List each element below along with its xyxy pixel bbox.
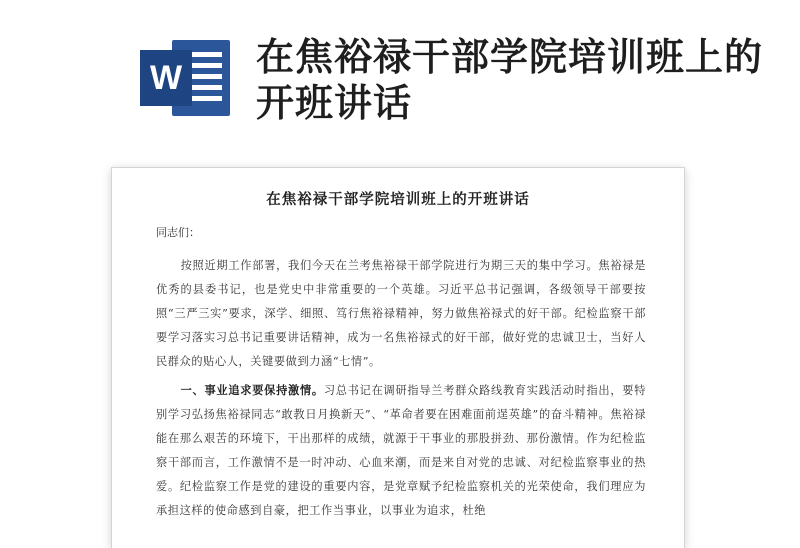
paragraph-section-1 (156, 378, 646, 523)
section-1-text: 习总书记在调研指导兰考群众路线教育实践活动时指出，要特别学习弘扬焦裕禄同志“敢教日月换新天”、“革命者要在困难面前逞英雄”的奋斗精神。焦裕禄能在那么艰苦的环境下，干出那样的成绩，就源于干事业的那股拼劲、那份激情。作为纪检监察干部而言，工作激情不是一时冲动、心血来潮，而是来自对党的忠诚、对纪检监察事业的热爱。纪检监察工作是党的建设的重要内容，是党章赋予纪检监察机关的光荣使命，我们理应为承担这样的使命感到自豪，把工作当事业，以事业为追求，杜绝 (156, 384, 647, 517)
document-page (112, 168, 684, 548)
document-title: 在焦裕禄干部学院培训班上的开班讲话 (266, 191, 530, 208)
paragraph-intro: 按照近期工作部署，我们今天在兰考焦裕禄干部学院进行为期三天的集中学习。焦裕禄是优秀的县委书记，也是党史中非常重要的一个英雄。习近平总书记强调，各级领导干部要按照“三严三实”要求，深学、细照、笃行焦裕禄精神，努力做焦裕禄式的好干部。纪检监察干部要学习落实习总书记重要讲话精神，成为一名焦裕禄式的好干部，做好党的忠诚卫士，当好人民群众的贴心人，关键要做到力涵“七情”。 (156, 259, 646, 368)
banner-header (0, 0, 800, 160)
word-icon-letter: W (149, 59, 183, 97)
salutation: 同志们： (156, 226, 200, 239)
section-1-heading: 一、事业追求要保持激情。 (180, 383, 324, 397)
word-icon (138, 36, 234, 120)
header-title: 在焦裕禄干部学院培训班上的开班讲话 (256, 35, 764, 125)
